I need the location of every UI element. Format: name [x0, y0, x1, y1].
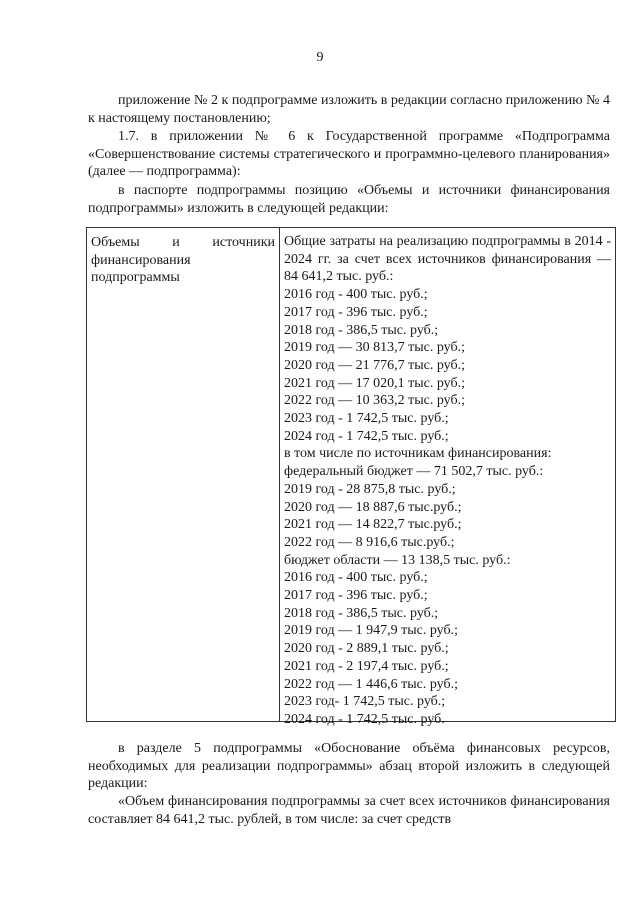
list-item: 2016 год - 400 тыс. руб.; [284, 570, 428, 586]
list-item: 2022 год — 8 916,6 тыс.руб.; [284, 534, 455, 550]
list-item: 2021 год — 14 822,7 тыс.руб.; [284, 517, 462, 533]
label-line-1 [91, 234, 275, 252]
list-item: 2022 год — 10 363,2 тыс. руб.; [284, 393, 465, 409]
financing-table [86, 227, 616, 727]
list-item: 2021 год — 17 020,1 тыс. руб.; [284, 375, 465, 391]
list-item: 2017 год - 396 тыс. руб.; [284, 304, 428, 320]
federal-by-year-list [284, 481, 611, 552]
paragraph-passport: в паспорте подпрограммы позицию «Объемы и источники финансирования подпрограммы» изложить в следующей редакции: [88, 183, 610, 216]
table-value-cell [280, 228, 615, 727]
list-item: 2020 год — 21 776,7 тыс. руб.; [284, 357, 465, 373]
total-costs-intro: Общие затраты на реализацию подпрограммы в 2014 - 2024 гг. за счет всех источников финансирования — 84 641,2 тыс. руб.: [284, 234, 611, 285]
list-item: 2021 год - 2 197,4 тыс. руб.; [284, 658, 449, 674]
list-item: 2024 год - 1 742,5 тыс. руб.; [284, 428, 449, 444]
list-item: 2016 год - 400 тыс. руб.; [284, 287, 428, 303]
paragraph-section-5: в разделе 5 подпрограммы «Обоснование объёма финансовых ресурсов, необходимых для реализации подпрограммы» абзац второй изложить в следующей редакции: [88, 741, 610, 791]
regional-budget-heading: бюджет области — 13 138,5 тыс. руб.: [284, 552, 511, 568]
list-item: 2017 год - 396 тыс. руб.; [284, 588, 428, 604]
label-word: источники [212, 235, 275, 250]
list-item: 2024 год - 1 742,5 тыс. руб. [284, 711, 445, 727]
paragraph-appendix-2: приложение № 2 к подпрограмме изложить в редакции согласно приложению № 4 к настоящему постановлению; [88, 93, 610, 126]
federal-budget-heading: федеральный бюджет — 71 502,7 тыс. руб.: [284, 464, 544, 480]
list-item: 2018 год - 386,5 тыс. руб.; [284, 322, 439, 338]
label-word: Объемы [91, 235, 140, 250]
list-item: 2018 год - 386,5 тыс. руб.; [284, 605, 439, 621]
list-item: 2022 год — 1 446,6 тыс. руб.; [284, 676, 458, 692]
total-by-year-list [284, 286, 611, 445]
list-item: 2019 год — 1 947,9 тыс. руб.; [284, 623, 458, 639]
list-item: 2020 год — 18 887,6 тыс.руб.; [284, 499, 462, 515]
label-line-3: подпрограммы [91, 270, 180, 285]
table-label-cell [87, 228, 280, 721]
label-word: и [172, 235, 180, 250]
list-item: 2019 год - 28 875,8 тыс. руб.; [284, 481, 456, 497]
page-number: 9 [316, 50, 324, 65]
paragraph-item-1-7: 1.7. в приложении № 6 к Государственной программе «Подпрограмма «Совершенствование системы стратегического и программно-целевого планирования» (далее — подпрограмма): [88, 129, 610, 179]
list-item: 2023 год- 1 742,5 тыс. руб.; [284, 694, 446, 710]
list-item: 2019 год — 30 813,7 тыс. руб.; [284, 340, 465, 356]
paragraph-quote-start: «Объем финансирования подпрограммы за счет всех источников финансирования составляет 84 641,2 тыс. рублей, в том числе: за счет средств [88, 794, 610, 827]
list-item: 2020 год - 2 889,1 тыс. руб.; [284, 641, 449, 657]
list-item: 2023 год - 1 742,5 тыс. руб.; [284, 411, 449, 427]
sources-heading: в том числе по источникам финансирования: [284, 446, 552, 462]
label-line-2: финансирования [91, 252, 191, 268]
regional-by-year-list [284, 569, 611, 728]
